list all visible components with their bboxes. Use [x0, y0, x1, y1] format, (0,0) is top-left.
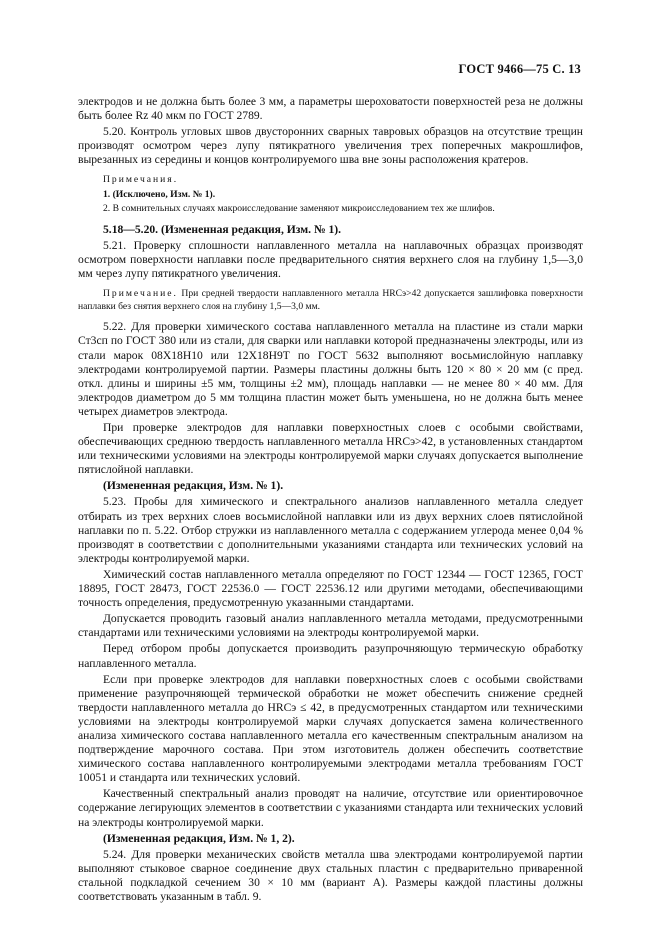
paragraph-5-24: 5.24. Для проверки механических свойств металла шва электродами контролируемой партии выполняют стыковое сварное соединение двух стальных пластин с предварительно приваренной стальной подкладкой сечением 30 × 10 мм (вариант А). Размеры каждой пластины должны соответствовать указанным в табл. 9.	[78, 847, 583, 903]
body-text	[78, 95, 583, 906]
page-header: ГОСТ 9466—75 С. 13	[458, 62, 581, 76]
paragraph-5-23-d: Перед отбором пробы допускается производить разупрочняющую термическую обработку наплавленного металла.	[78, 642, 583, 670]
paragraph-5-23-b: Химический состав наплавленного металла определяют по ГОСТ 12344 — ГОСТ 12365, ГОСТ 18895, ГОСТ 28473, ГОСТ 22536.0 — ГОСТ 22536.12 или другими методами, обеспечивающими точность определения, предусмотренную указанными стандартами.	[78, 567, 583, 610]
note-title: Примечание.	[103, 288, 178, 300]
amendment-1-2: (Измененная редакция, Изм. № 1, 2).	[103, 831, 295, 845]
amendment-5-18-5-20: 5.18—5.20. (Измененная редакция, Изм. № 1).	[103, 222, 342, 236]
amendment-1: (Измененная редакция, Изм. № 1).	[103, 479, 284, 493]
paragraph-5-23-c: Допускается проводить газовый анализ наплавленного металла методами, предусмотренными стандартами или техническими условиями на электроды контролируемой марки.	[78, 612, 583, 640]
notes-title: Примечания.	[103, 174, 179, 186]
paragraph-5-22-b: При проверке электродов для наплавки поверхностных слоев с особыми свойствами, обеспечивающих среднюю твердость наплавленного металла HRCэ>42, в установленных стандартом или техническими условиями на электроды контролируемой марки случаях допускается выполнение пятислойной наплавки.	[78, 421, 583, 477]
note-item-1: 1. (Исключено, Изм. № 1).	[103, 188, 216, 200]
paragraph-5-23: 5.23. Пробы для химического и спектрального анализов наплавленного металла следует отбирать из трех верхних слоев восьмислойной наплавки или из двух верхних слоев пятислойной наплавки по п. 5.22. Отбор стружки из наплавленного металла с содержанием углерода менее 0,04 % производят в соответствии с дополнительными указаниями стандарта или технических условий на электроды контролируемой марки.	[78, 495, 583, 565]
note-item-2: 2. В сомнительных случаях макроисследование заменяют микроисследованием тех же шлифов.	[103, 203, 495, 215]
paragraph-5-21: 5.21. Проверку сплошности наплавленного металла на наплавочных образцах производят осмотром поверхности наплавки после предварительного снятия верхнего слоя на глубину 1,5—3,0 мм через лупу пятикратного увеличения.	[78, 239, 583, 281]
paragraph-continuation: электродов и не должна быть более 3 мм, а параметры шероховатости поверхностей реза не должны быть более Rz 40 мкм по ГОСТ 2789.	[78, 95, 583, 123]
paragraph-5-20: 5.20. Контроль угловых швов двусторонних сварных тавровых образцов на отсутствие трещин производят осмотром через лупу пятикратного увеличения трех поперечных макрошлифов, вырезанных из середины и концов контролируемого шва вне зоны расположения кратеров.	[78, 125, 583, 167]
note-hardness	[78, 288, 583, 313]
paragraph-5-23-f: Качественный спектральный анализ проводят на наличие, отсутствие или ориентировочное содержание легирующих элементов в соответствии с указаниями стандарта или технических условий на электроды контролируемой марки.	[78, 787, 583, 829]
note-text: При средней твердости наплавленного металла HRCэ>42 допускается зашлифовка поверхности наплавки без снятия верхнего слоя на глубину 1,5—3,0 мм.	[78, 288, 583, 312]
paragraph-5-22: 5.22. Для проверки химического состава наплавленного металла на пластине из стали марки Ст3сп по ГОСТ 380 или из стали, для сварки или наплавки которой предназначены электроды, или из стали марок 08Х18Н10 или 12Х18Н9Т по ГОСТ 5632 выполняют восьмислойную наплавку электродами контролируемой партии. Размеры пластины должны быть 120 × 80 × 20 мм (с пред. откл. длины и ширины ±5 мм, толщины ±2 мм), площадь наплавки — не менее 80 × 40 мм. Для электродов диаметром до 5 мм толщина пластин может быть уменьшена, но не должна быть менее четырех диаметров электрода.	[78, 320, 583, 418]
paragraph-5-23-e: Если при проверке электродов для наплавки поверхностных слоев с особыми свойствами применение разупрочняющей термической обработки не может обеспечить снижение средней твердости наплавленного металла до HRCэ ≤ 42, в предусмотренных стандартом или техническими условиями на электроды контролируемой марки случаях допускается замена количественного анализа химического состава наплавленного металла его качественным спектральным анализом на подтверждение марочного состава. При этом изготовитель должен обеспечить соответствие химического состава наплавленного контролируемыми электродами металла требованиям ГОСТ 10051 и стандарта или технических условий.	[78, 672, 583, 785]
